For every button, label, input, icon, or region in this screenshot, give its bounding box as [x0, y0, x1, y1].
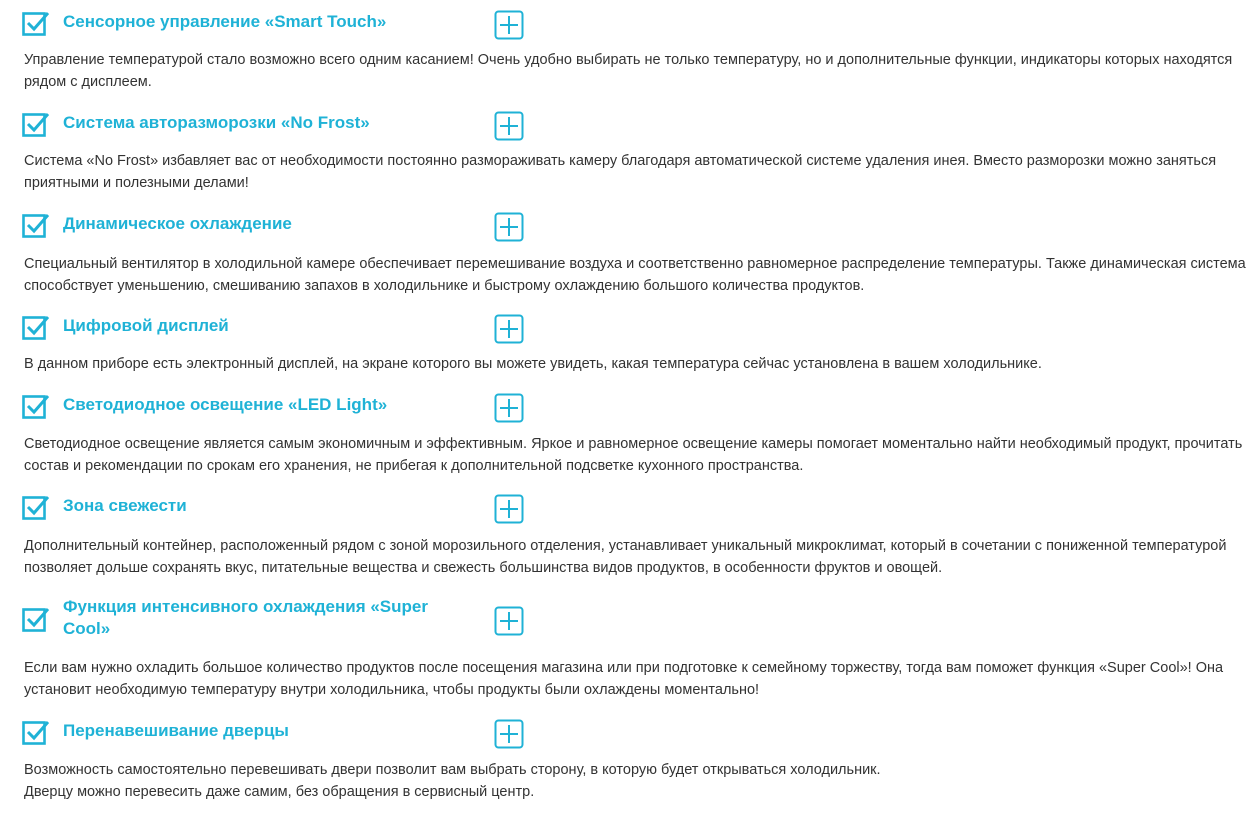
checkbox-checked-icon — [22, 10, 50, 36]
feature-title: Перенавешивание дверцы — [63, 721, 289, 740]
feature-description: Если вам нужно охладить большое количество продуктов после посещения магазина или при подготовке к семейному торжеству, тогда вам поможет функция «Super Cool»! Она установит необходимую температуру внутри холодильника, чтобы продукты были охлаждены моментально! — [24, 660, 1224, 698]
checkbox-checked-icon — [22, 111, 50, 137]
feature-description: Дополнительный контейнер, расположенный рядом с зоной морозильного отделения, устанавливает уникальный микроклимат, который в сочетании с пониженной температурой позволяет дольше сохранять вкус, питательные вещества и свежесть большинства видов продуктов, в особенности фруктов и овощей. — [24, 538, 1227, 576]
checkbox-checked-icon — [22, 212, 50, 238]
checkbox-checked-icon — [22, 314, 50, 340]
feature-description: Светодиодное освещение является самым экономичным и эффективным. Яркое и равномерное освещение камеры помогает моментально найти необходимый продукт, прочитать состав и рекомендации по срокам его хранения, не прибегая к дополнительной подсветке кухонного пространства. — [24, 436, 1243, 474]
feature-description-extra: Дверцу можно перевесить даже самим, без обращения в сервисный центр. — [24, 784, 535, 800]
plus-square-icon[interactable] — [494, 10, 524, 40]
feature-title: Зона свежести — [63, 496, 187, 515]
feature-description: Система «No Frost» избавляет вас от необходимости постоянно размораживать камеру благодаря автоматической системе удаления инея. Вместо разморозки можно заняться приятными и полезными делами! — [24, 153, 1217, 191]
feature-title: Цифровой дисплей — [63, 316, 229, 335]
feature-description: Специальный вентилятор в холодильной камере обеспечивает перемешивание воздуха и соответственно равномерное распределение температуры. Также динамическая система способствует уменьшению, смешиванию запахов в холодильнике и быстрому охлаждению большого количества продуктов. — [24, 256, 1246, 294]
feature-description: В данном приборе есть электронный дисплей, на экране которого вы можете увидеть, какая температура сейчас установлена в вашем холодильнике. — [24, 356, 1042, 372]
checkbox-checked-icon — [22, 393, 50, 419]
plus-square-icon[interactable] — [494, 494, 524, 524]
feature-title: Динамическое охлаждение — [63, 214, 292, 233]
plus-square-icon[interactable] — [494, 393, 524, 423]
plus-square-icon[interactable] — [494, 212, 524, 242]
feature-title: Светодиодное освещение «LED Light» — [63, 395, 388, 414]
feature-title: Сенсорное управление «Smart Touch» — [63, 12, 387, 31]
plus-square-icon[interactable] — [494, 314, 524, 344]
plus-square-icon[interactable] — [494, 111, 524, 141]
checkbox-checked-icon — [22, 606, 50, 632]
plus-square-icon[interactable] — [494, 606, 524, 636]
checkbox-checked-icon — [22, 494, 50, 520]
feature-title: Система авторазморозки «No Frost» — [63, 113, 370, 132]
checkbox-checked-icon — [22, 719, 50, 745]
plus-square-icon[interactable] — [494, 719, 524, 749]
feature-title: Функция интенсивного охлаждения «Super Cool» — [63, 597, 428, 638]
feature-description: Возможность самостоятельно перевешивать двери позволит вам выбрать сторону, в которую будет открываться холодильник. — [24, 762, 881, 778]
feature-description: Управление температурой стало возможно всего одним касанием! Очень удобно выбирать не только температуру, но и дополнительные функции, индикаторы которых находятся рядом с дисплеем. — [24, 52, 1233, 90]
